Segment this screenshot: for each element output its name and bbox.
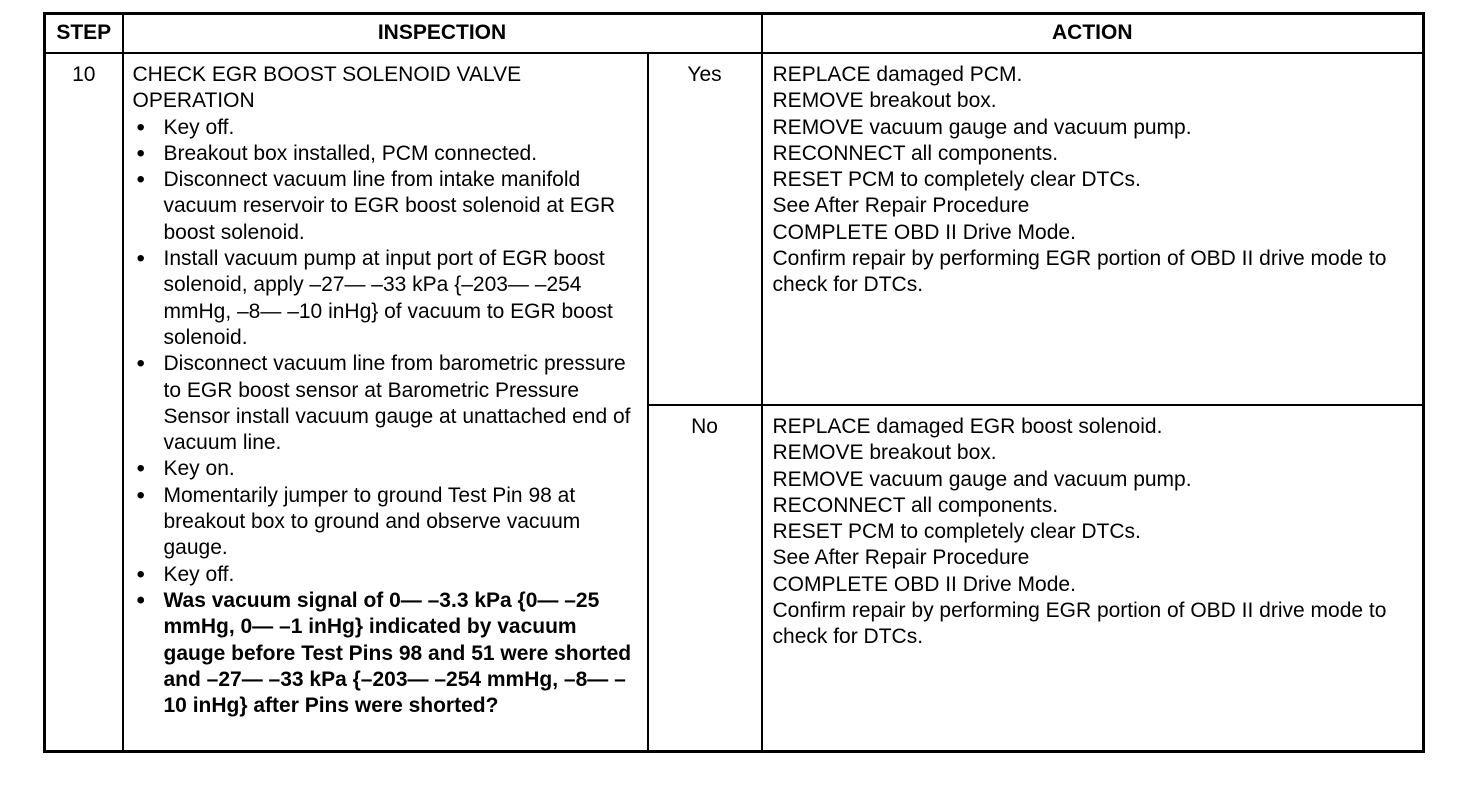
inspection-bullet: • Breakout box installed, PCM connected. — [133, 141, 639, 167]
action-yes-line: RECONNECT all components. — [772, 141, 1059, 165]
inspection-bullet: • Install vacuum pump at input port of EGR boost solenoid, apply –27— –33 kPa {–203— –254 mmHg, –8— –10 inHg} of vacuum to EGR boost solenoid. — [133, 246, 639, 351]
step-number: 10 — [45, 53, 123, 752]
action-yes-line: RESET PCM to completely clear DTCs. — [772, 168, 1141, 192]
inspection-bullet: • Key on. — [133, 456, 639, 482]
action-no-cell — [762, 405, 1424, 752]
inspection-question: • Was vacuum signal of 0— –3.3 kPa {0— –25 mmHg, 0— –1 inHg} indicated by vacuum gauge before Test Pins 98 and 51 were shorted and –27— –33 kPa {–203— –254 mmHg, –8— –10 inHg} after Pins were shorted? — [133, 588, 639, 719]
action-yes-cell — [762, 53, 1424, 405]
action-no-line: RECONNECT all components. — [772, 493, 1059, 517]
inspection-cell — [123, 53, 648, 752]
action-yes-line: REMOVE breakout box. — [772, 89, 997, 113]
action-no-line: RESET PCM to completely clear DTCs. — [772, 520, 1141, 544]
action-yes-line: REMOVE vacuum gauge and vacuum pump. — [772, 115, 1192, 139]
action-yes-line: Confirm repair by performing EGR portion of OBD II drive mode to check for DTCs. — [772, 247, 1387, 297]
header-action: ACTION — [762, 14, 1424, 54]
inspection-bullet: • Disconnect vacuum line from intake manifold vacuum reservoir to EGR boost solenoid at EGR boost solenoid. — [133, 167, 639, 246]
header-step: STEP — [45, 14, 123, 54]
action-no-line: REMOVE breakout box. — [772, 441, 997, 465]
result-yes-label: Yes — [648, 53, 762, 405]
action-no-line: See After Repair Procedure — [772, 546, 1030, 570]
header-inspection: INSPECTION — [123, 14, 762, 54]
inspection-bullet: • Disconnect vacuum line from barometric pressure to EGR boost sensor at Barometric Pressure Sensor install vacuum gauge at unattached end of vacuum line. — [133, 351, 639, 456]
action-yes-line: See After Repair Procedure — [772, 194, 1030, 218]
action-yes-line: REPLACE damaged PCM. — [772, 63, 1023, 86]
header-row — [45, 14, 1424, 54]
inspection-bullet: • Momentarily jumper to ground Test Pin 98 at breakout box to ground and observe vacuum gauge. — [133, 483, 639, 562]
action-yes-line: COMPLETE OBD II Drive Mode. — [772, 220, 1076, 244]
inspection-bullets — [133, 115, 639, 720]
action-no-line: REMOVE vacuum gauge and vacuum pump. — [772, 467, 1192, 491]
action-no-line: Confirm repair by performing EGR portion of OBD II drive mode to check for DTCs. — [772, 599, 1387, 649]
inspection-bullet: • Key off. — [133, 562, 639, 588]
inspection-title: CHECK EGR BOOST SOLENOID VALVE OPERATION — [132, 63, 522, 113]
inspection-bullet: • Key off. — [133, 115, 639, 141]
action-no-line: COMPLETE OBD II Drive Mode. — [772, 572, 1076, 596]
diagnostic-table — [43, 12, 1425, 753]
action-no-line: REPLACE damaged EGR boost solenoid. — [772, 415, 1163, 438]
step-row-yes — [45, 53, 1424, 405]
result-no-label: No — [648, 405, 762, 752]
